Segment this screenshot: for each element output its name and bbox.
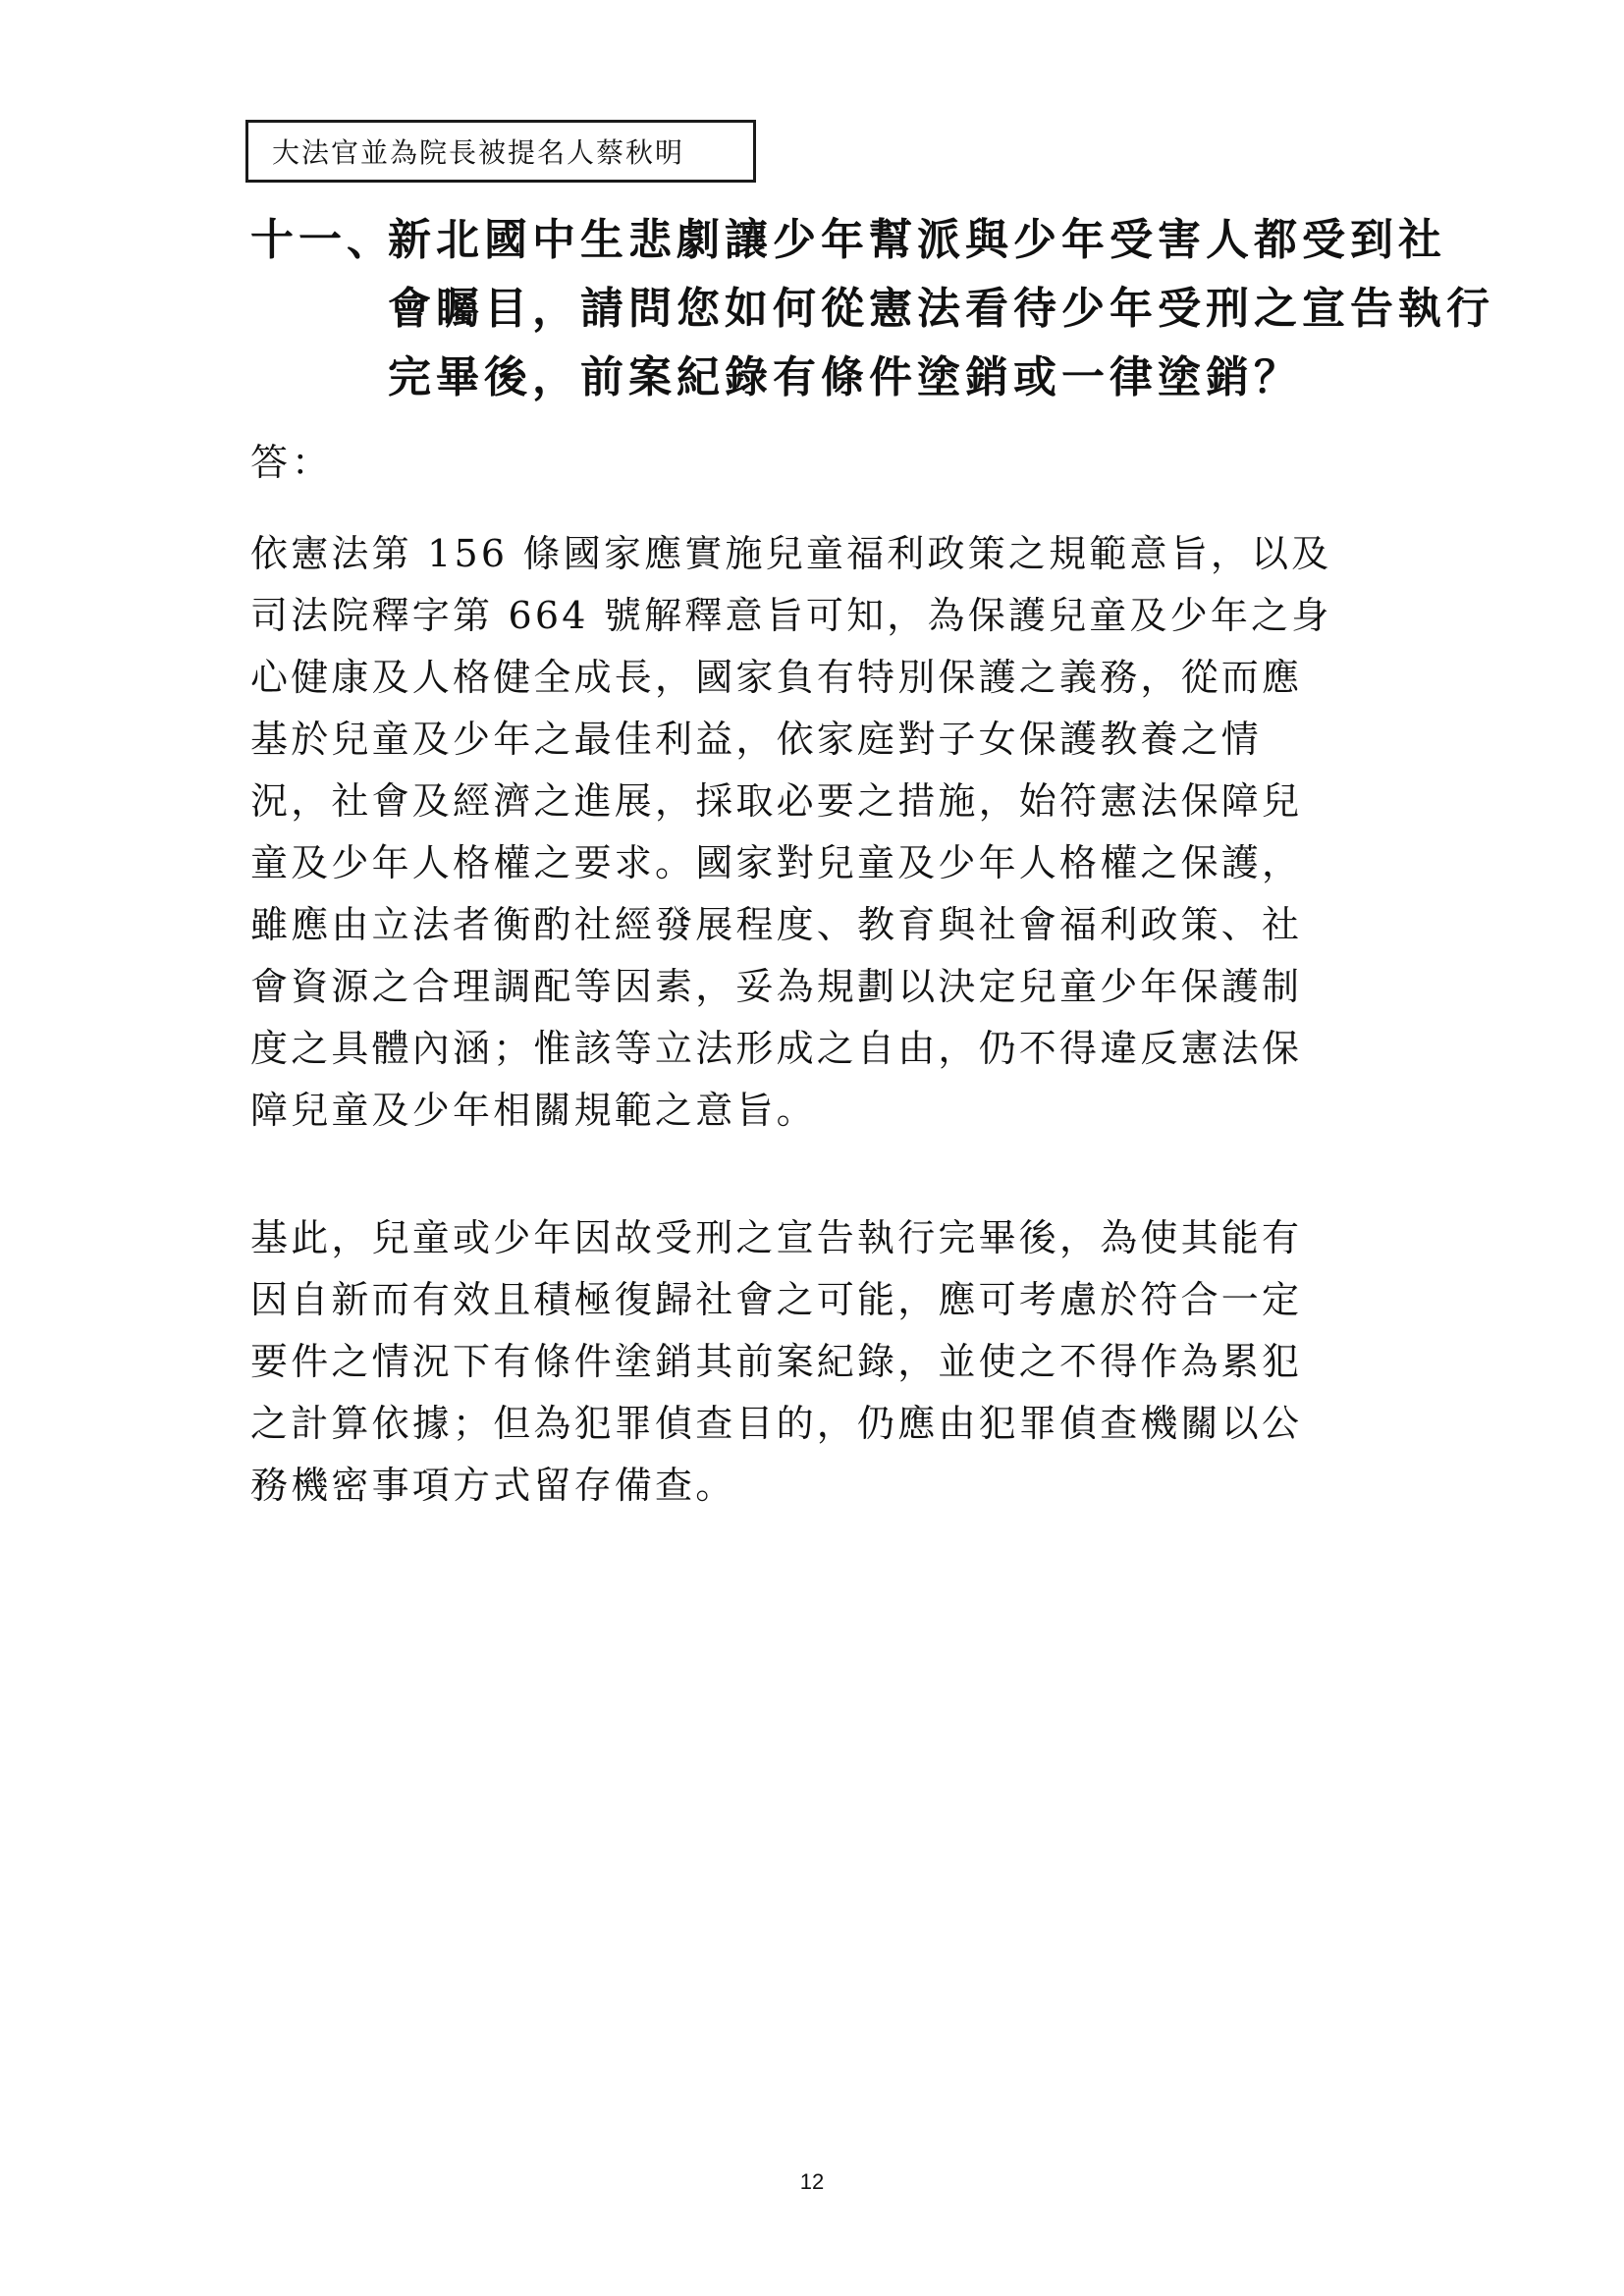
paragraph-line: 障兒童及少年相關規範之意旨。: [250, 1089, 817, 1132]
answer-label: 答：: [250, 441, 334, 484]
paragraph-line: 之計算依據；但為犯罪偵查目的，仍應由犯罪偵查機關以公: [250, 1402, 1303, 1445]
paragraph-line: 依憲法第 156 條國家應實施兒童福利政策之規範意旨，以及: [250, 532, 1332, 575]
paragraph-line: 要件之情況下有條件塗銷其前案紀錄，並使之不得作為累犯: [250, 1340, 1303, 1383]
paragraph-line: 雖應由立法者衡酌社經發展程度、教育與社會福利政策、社: [250, 903, 1303, 946]
nominee-header-text: 大法官並為院長被提名人蔡秋明: [272, 136, 685, 169]
paragraph-line: 會資源之合理調配等因素，妥為規劃以決定兒童少年保護制: [250, 965, 1303, 1008]
paragraph-line: 心健康及人格健全成長，國家負有特別保護之義務，從而應: [250, 656, 1303, 699]
question-line: 新北國中生悲劇讓少年幫派與少年受害人都受到社: [388, 215, 1446, 265]
question-number: 十一、: [250, 215, 395, 265]
nominee-header-box: [245, 120, 756, 183]
answer-paragraph-1: [250, 523, 1389, 1142]
paragraph-line: 度之具體內涵；惟該等立法形成之自由，仍不得違反憲法保: [250, 1027, 1303, 1070]
page-number: 12: [799, 2169, 825, 2194]
answer-paragraph-2: [250, 1207, 1389, 1517]
paragraph-line: 基此，兒童或少年因故受刑之宣告執行完畢後，為使其能有: [250, 1216, 1303, 1259]
paragraph-line: 因自新而有效且積極復歸社會之可能，應可考慮於符合一定: [250, 1278, 1303, 1321]
question-line: 會矚目，請問您如何從憲法看待少年受刑之宣告執行: [388, 284, 1494, 334]
paragraph-line: 務機密事項方式留存備查。: [250, 1464, 736, 1507]
question-line: 完畢後，前案紀錄有條件塗銷或一律塗銷？: [388, 352, 1302, 402]
paragraph-line: 司法院釋字第 664 號解釋意旨可知，為保護兒童及少年之身: [250, 594, 1332, 637]
paragraph-line: 童及少年人格權之要求。國家對兒童及少年人格權之保護，: [250, 841, 1303, 884]
paragraph-line: 況，社會及經濟之進展，採取必要之措施，始符憲法保障兒: [250, 779, 1303, 823]
paragraph-line: 基於兒童及少年之最佳利益，依家庭對子女保護教養之情: [250, 718, 1263, 761]
